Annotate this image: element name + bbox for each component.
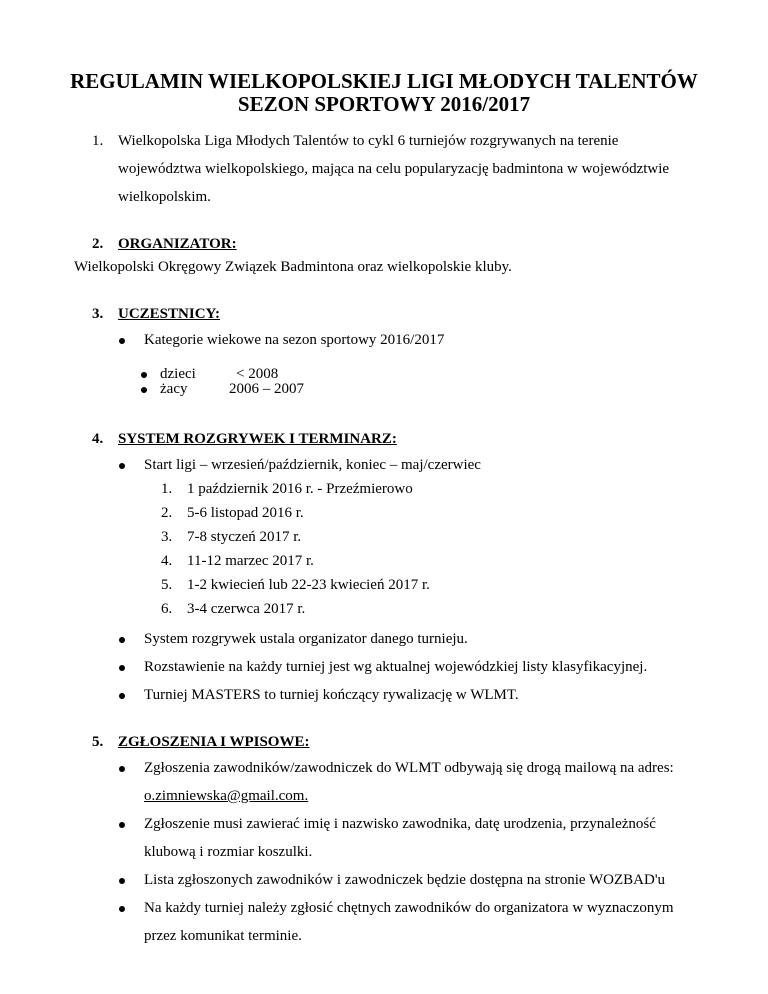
- bullet-icon: [119, 906, 125, 912]
- bullet-icon: [119, 637, 125, 643]
- section-5-bullet-4-line1: Na każdy turniej należy zgłosić chętnych zawodników do organizatora w wyznaczonym: [144, 900, 674, 916]
- section-5-bullet-3: Lista zgłoszonych zawodników i zawodniczek będzie dostępna na stronie WOZBAD'u: [144, 872, 666, 888]
- section-1-number: 1.: [92, 133, 104, 149]
- date-item: 7-8 styczeń 2017 r.: [187, 529, 302, 545]
- section-2-heading: ORGANIZATOR:: [118, 236, 237, 252]
- section-4-bullet-3: Rozstawienie na każdy turniej jest wg aktualnej wojewódzkiej listy klasyfikacyjnej.: [144, 659, 648, 675]
- document-title-line1: REGULAMIN WIELKOPOLSKIEJ LIGI MŁODYCH TALENTÓW: [70, 69, 698, 93]
- section-3-number: 3.: [92, 306, 104, 322]
- category-years: 2006 – 2007: [229, 381, 304, 397]
- section-2-number: 2.: [92, 236, 104, 252]
- section-4-number: 4.: [92, 431, 104, 447]
- email-link[interactable]: o.zimniewska@gmail.com.: [144, 788, 309, 804]
- section-4-bullet-1: Start ligi – wrzesień/październik, koniec – maj/czerwiec: [144, 457, 481, 473]
- date-item: 1-2 kwiecień lub 22-23 kwiecień 2017 r.: [187, 577, 430, 593]
- date-number: 1.: [161, 481, 173, 497]
- date-item: 3-4 czerwca 2017 r.: [187, 601, 306, 617]
- date-number: 6.: [161, 601, 173, 617]
- bullet-icon: [119, 665, 125, 671]
- bullet-icon: [119, 822, 125, 828]
- date-item: 5-6 listopad 2016 r.: [187, 505, 304, 521]
- section-3-heading: UCZESTNICY:: [118, 306, 220, 322]
- date-number: 3.: [161, 529, 173, 545]
- section-4-bullet-2: System rozgrywek ustala organizator danego turnieju.: [144, 631, 468, 647]
- section-5-bullet-4-line2: przez komunikat terminie.: [144, 928, 302, 944]
- section-5-bullet-2-line1: Zgłoszenie musi zawierać imię i nazwisko zawodnika, datę urodzenia, przynależność: [144, 816, 656, 832]
- date-item: 11-12 marzec 2017 r.: [187, 553, 314, 569]
- bullet-icon: [119, 878, 125, 884]
- category-name: żacy: [160, 381, 188, 397]
- section-4-bullet-4: Turniej MASTERS to turniej kończący rywalizację w WLMT.: [144, 687, 519, 703]
- section-5-bullet-2-line2: klubową i rozmiar koszulki.: [144, 844, 313, 860]
- section-2-text: Wielkopolski Okręgowy Związek Badmintona oraz wielkopolskie kluby.: [74, 259, 512, 275]
- section-1-line3: wielkopolskim.: [118, 189, 211, 205]
- bullet-icon: [141, 387, 147, 393]
- section-1-line2: województwa wielkopolskiego, mająca na celu popularyzację badmintona w województwie: [118, 161, 670, 177]
- section-5-number: 5.: [92, 734, 104, 750]
- section-5-heading: ZGŁOSZENIA I WPISOWE:: [118, 734, 310, 750]
- date-number: 2.: [161, 505, 173, 521]
- section-1-line1: Wielkopolska Liga Młodych Talentów to cykl 6 turniejów rozgrywanych na terenie: [118, 133, 619, 149]
- bullet-icon: [119, 766, 125, 772]
- section-5-bullet-1-line1: Zgłoszenia zawodników/zawodniczek do WLMT odbywają się drogą mailową na adres:: [144, 760, 674, 776]
- section-3-bullet: Kategorie wiekowe na sezon sportowy 2016/2017: [144, 332, 445, 348]
- date-number: 5.: [161, 577, 173, 593]
- category-years: < 2008: [236, 366, 279, 382]
- bullet-icon: [119, 338, 125, 344]
- date-number: 4.: [161, 553, 173, 569]
- date-item: 1 październik 2016 r. - Przeźmierowo: [187, 481, 413, 497]
- section-4-heading: SYSTEM ROZGRYWEK I TERMINARZ:: [118, 431, 397, 447]
- bullet-icon: [119, 693, 125, 699]
- category-name: dzieci: [160, 366, 196, 382]
- bullet-icon: [119, 463, 125, 469]
- document-title-line2: SEZON SPORTOWY 2016/2017: [237, 92, 531, 116]
- bullet-icon: [141, 372, 147, 378]
